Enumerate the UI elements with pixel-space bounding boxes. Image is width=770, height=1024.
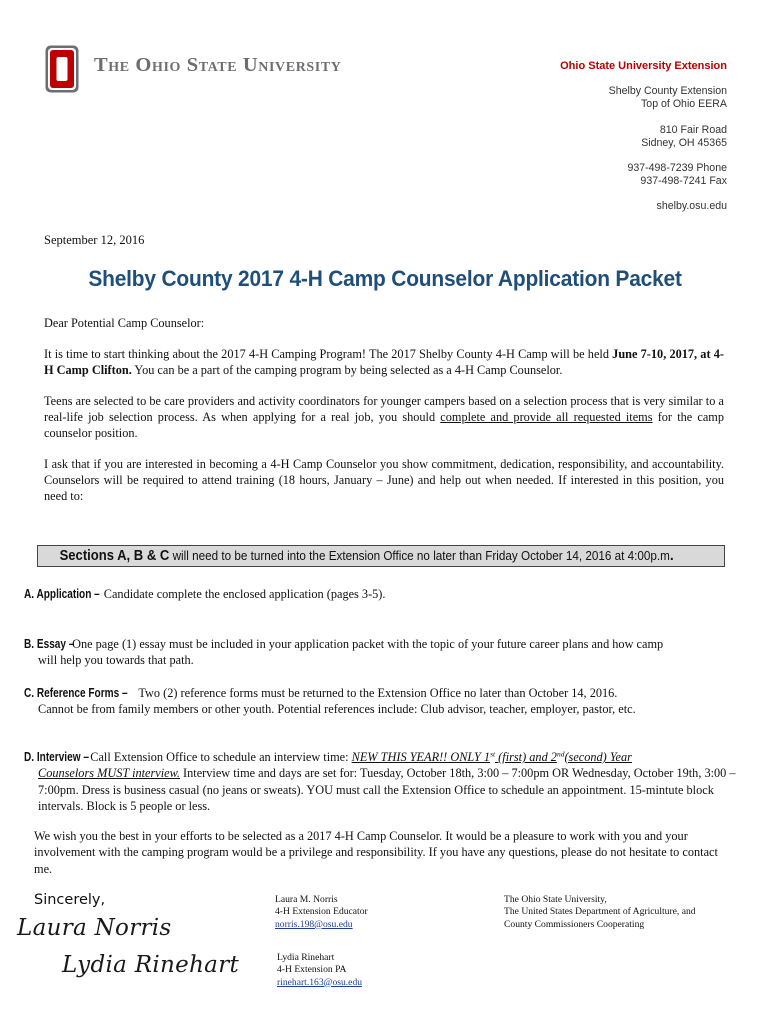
cooperating-line: County Commissioners Cooperating xyxy=(504,918,645,930)
address-line: Top of Ohio EERA xyxy=(641,98,727,111)
paragraph-selection-process xyxy=(44,393,724,442)
city-state-zip: Sidney, OH 45365 xyxy=(641,136,727,149)
callout-rest: will need to be turned into the Extension Office no later than Friday October 14, 2016 at 4:00p.m xyxy=(169,548,670,563)
text-run: We wish you the best in your efforts to be selected as a 2017 4-H Camp Counselor. It would be a pleasure to work with you and your involvement with the camping program would be a privilege and responsibility. If you have any questions, please do not hesitate to contact me. xyxy=(34,829,718,876)
section-heading: A. Application – xyxy=(24,587,100,601)
section-a-application xyxy=(24,586,742,602)
signer-name: Lydia Rinehart xyxy=(277,952,335,963)
email-link[interactable]: norris.198@osu.edu xyxy=(275,918,353,930)
website-link[interactable]: shelby.osu.edu xyxy=(656,200,727,213)
text-run: st xyxy=(490,749,496,759)
signature-lydia-rinehart: Lydia Rinehart xyxy=(62,952,240,978)
section-b-essay xyxy=(24,636,742,669)
email-link[interactable]: rinehart.163@osu.edu xyxy=(277,976,363,988)
deadline-callout xyxy=(37,545,725,567)
sincerely-text: Sincerely, xyxy=(34,892,106,908)
university-wordmark: The Ohio State University xyxy=(94,54,342,76)
address-line: Shelby County Extension xyxy=(608,85,727,98)
callout-lead: Sections A, B & C xyxy=(59,548,170,564)
text-run: NEW THIS YEAR!! ONLY 1 xyxy=(351,750,491,764)
closing-paragraph xyxy=(34,828,730,877)
text-run: for the camp counselor position. xyxy=(44,409,725,441)
section-text-continued xyxy=(24,701,742,717)
signer-norris-block xyxy=(275,894,368,931)
office-address-block xyxy=(407,60,727,214)
text-run: Cannot be from family members or other youth. Potential references include: Club advisor, teacher, employer, pastor, etc. xyxy=(38,702,636,717)
paragraph-requirements xyxy=(44,456,724,505)
cooperating-line: The Ohio State University, xyxy=(504,894,607,905)
text-run: (first) and 2 xyxy=(495,750,557,764)
section-heading: B. Essay – xyxy=(24,637,75,651)
text-run: Teens are selected to be care providers and activity coordinators for younger campers based on a selection process that is very similar to a real-life job selection process. As when applying for a real job, you should xyxy=(44,393,724,424)
signer-rinehart-block xyxy=(277,952,362,989)
packet-title-text: Shelby County 2017 4-H Camp Counselor Application Packet xyxy=(88,266,682,291)
text-run: nd xyxy=(556,749,565,759)
text-run: It is time to start thinking about the 2017 4-H Camping Program! The 2017 Shelby County 4-H Camp will be held xyxy=(44,346,613,361)
section-text xyxy=(69,637,663,651)
street-address: 810 Fair Road xyxy=(659,123,727,136)
section-c-reference-forms xyxy=(24,685,742,718)
cooperating-line: The United States Department of Agriculture, and xyxy=(504,906,696,918)
text-run: You can be a part of the camping program by being selected as a 4-H Camp Counselor. xyxy=(131,362,563,377)
signature-laura-norris: Laura Norris xyxy=(17,915,172,941)
section-text-continued xyxy=(24,765,742,814)
osu-block-o-logo xyxy=(44,44,80,94)
text-run: will help you towards that path. xyxy=(38,653,194,668)
section-text xyxy=(101,587,386,601)
extension-org-name: Ohio State University Extension xyxy=(560,60,727,72)
text-run: (second) Year xyxy=(564,750,632,764)
text-run: Call Extension Office to schedule an interview time: xyxy=(87,750,352,764)
greeting xyxy=(44,315,724,331)
section-heading: C. Reference Forms – xyxy=(24,686,128,700)
text-run: June 7-10, 2017, at 4-H Camp Clifton. xyxy=(44,346,724,377)
section-d-interview xyxy=(24,749,742,815)
callout-end: . xyxy=(669,548,674,564)
letter-date: September 12, 2016 xyxy=(44,233,145,247)
text-run: complete and provide all requested items xyxy=(440,409,653,424)
section-heading: D. Interview – xyxy=(24,750,89,764)
section-text-continued xyxy=(24,652,742,668)
signer-name: Laura M. Norris xyxy=(275,894,338,905)
text-run: Counselors MUST interview. xyxy=(38,766,180,781)
signer-title: 4-H Extension Educator xyxy=(275,906,368,918)
phone-number: 937-498-7239 Phone xyxy=(627,162,727,175)
letter-body xyxy=(44,315,724,519)
section-text xyxy=(87,750,632,764)
text-run: Interview time and days are set for: Tuesday, October 18th, 3:00 – 7:00pm OR Wednesday, October 19th, 3:00 – 7:00pm. Dress is business casual (no jeans or sweats). YOU must call the Extension Office to schedule an appointment. 15-mintute block intervals. Block is 5 people or less. xyxy=(38,766,736,814)
paragraph-camp-intro xyxy=(44,346,724,378)
signer-title: 4-H Extension PA xyxy=(277,964,347,976)
fax-number: 937-498-7241 Fax xyxy=(640,175,727,188)
text-run: One page (1) essay must be included in your application packet with the topic of your future career plans and how camp xyxy=(69,637,664,651)
section-text xyxy=(136,686,618,700)
text-run: Candidate complete the enclosed application (pages 3-5). xyxy=(100,587,386,601)
text-run: I ask that if you are interested in becoming a 4-H Camp Counselor you show commitment, dedication, responsibility, and accountability. Counselors will be required to attend training (18 hours, January – June) and help out when needed. If interested in this position, you need to: xyxy=(44,456,724,504)
text-run: Two (2) reference forms must be returned to the Extension Office no later than October 14, 2016. xyxy=(135,686,618,700)
deadline-callout-text xyxy=(38,546,674,566)
packet-title xyxy=(0,266,770,292)
cooperating-statement xyxy=(504,894,696,931)
text-run: Dear Potential Camp Counselor: xyxy=(44,316,205,330)
